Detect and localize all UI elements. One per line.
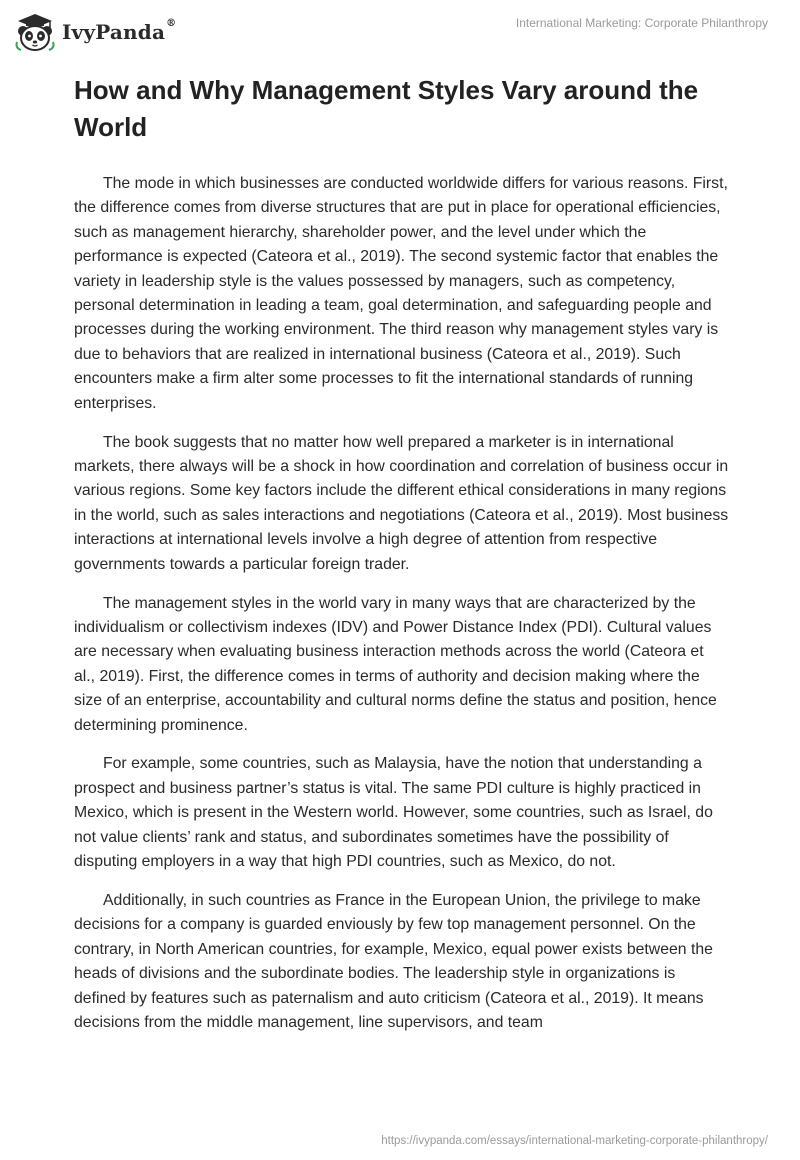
document-title: International Marketing: Corporate Philanthropy xyxy=(515,16,768,30)
ivypanda-logo[interactable] xyxy=(14,12,176,52)
logo-wordmark: IvyPanda® xyxy=(62,18,177,44)
article-body xyxy=(74,172,729,1094)
page-header xyxy=(0,0,800,64)
paragraph: For example, some countries, such as Malaysia, have the notion that understanding a prospect and business partner’s status is vital. The same PDI culture is highly practiced in Mexico, which is present in the Western world. However, some countries, such as Israel, do not value clients’ rank and status, and subordinates sometimes have the possibility of disputing employers in a way that high PDI countries, such as Mexico, do not. xyxy=(74,755,713,871)
paragraph: The mode in which businesses are conducted worldwide differs for various reasons. First, the difference comes from diverse structures that are put in place for operational efficiencies, such as management hierarchy, shareholder power, and the level under which the performance is expected (Cateora et al., 2019). The second systemic factor that enables the variety in leadership style is the values possessed by managers, such as competency, personal determination in leading a team, goal determination, and safeguarding people and processes during the working environment. The third reason why management styles vary is due to behaviors that are realized in international business (Cateora et al., 2019). Such encounters make a firm alter some processes to fit the international standards of running enterprises. xyxy=(74,175,728,412)
panda-graduate-icon xyxy=(14,12,56,52)
source-url[interactable]: https://ivypanda.com/essays/international-marketing-corporate-philanthropy/ xyxy=(381,1135,768,1147)
paragraph: The book suggests that no matter how well prepared a marketer is in international markets, there always will be a shock in how coordination and correlation of business occur in various regions. Some key factors include the different ethical considerations in many regions in the world, such as sales interactions and negotiations (Cateora et al., 2019). Most business interactions at international levels involve a high degree of attention from respective governments towards a particular foreign trader. xyxy=(74,433,729,573)
paragraph: Additionally, in such countries as France in the European Union, the privilege to make decisions for a company is guarded enviously by few top management personnel. On the contrary, in North American countries, for example, Mexico, equal power exists between the heads of divisions and the subordinate bodies. The leadership style in organizations is defined by features such as paternalism and auto criticism (Cateora et al., 2019). It means decisions from the middle management, line supervisors, and team xyxy=(74,891,713,1031)
registered-mark: ® xyxy=(166,18,177,29)
paragraph: The management styles in the world vary in many ways that are characterized by the individualism or collectivism indexes (IDV) and Power Distance Index (PDI). Cultural values are necessary when evaluating business interaction methods across the world (Cateora et al., 2019). First, the difference comes in terms of authority and decision making where the size of an enterprise, accountability and cultural norms define the status and position, hence determining prominence. xyxy=(74,594,717,734)
article-heading: How and Why Management Styles Vary around the World xyxy=(74,75,699,142)
